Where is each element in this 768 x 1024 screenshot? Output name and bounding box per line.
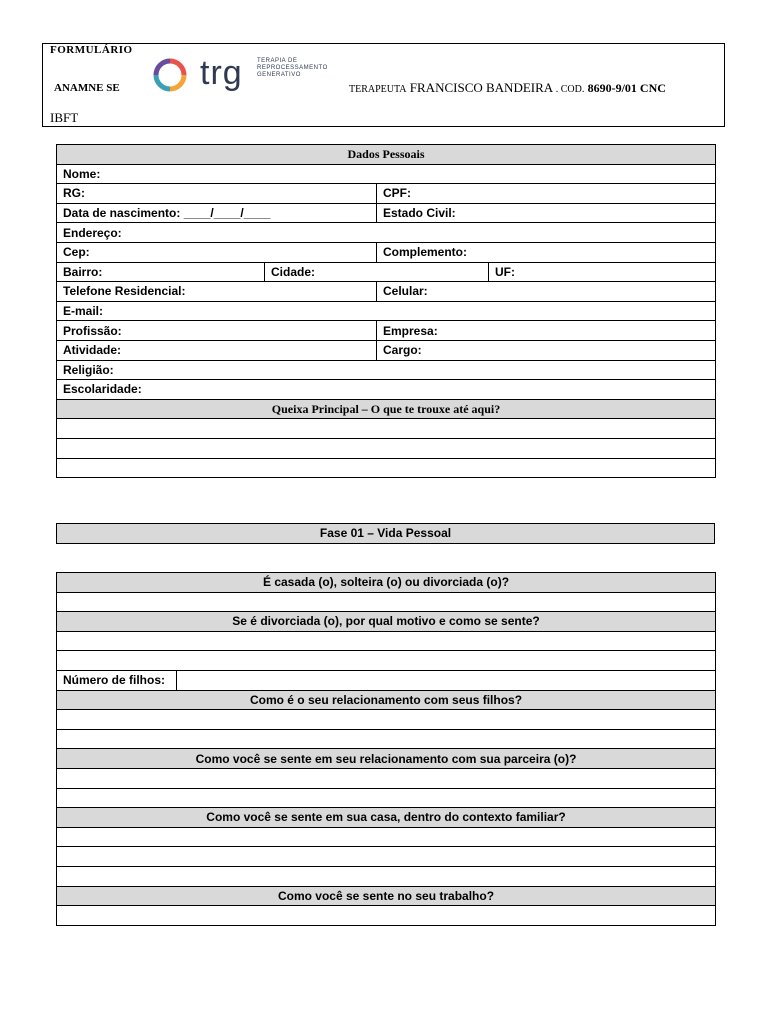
answer-line[interactable]	[57, 768, 716, 788]
numero-filhos-input[interactable]	[177, 670, 716, 690]
answer-line[interactable]	[57, 592, 716, 612]
ibft-label: IBFT	[50, 110, 79, 125]
numero-filhos-label: Número de filhos:	[57, 670, 177, 690]
cep-field[interactable]: Cep:	[57, 242, 377, 262]
question-filhos: Como é o seu relacionamento com seus filhos?	[57, 690, 716, 710]
anamnese-label: ANAMNE SE	[54, 82, 120, 94]
cidade-field[interactable]: Cidade:	[265, 262, 489, 282]
queixa-title: Queixa Principal – O que te trouxe até aqui?	[57, 399, 716, 419]
code-prefix: . COD.	[555, 84, 585, 95]
answer-line[interactable]	[57, 419, 716, 439]
trg-ring-icon	[153, 58, 187, 92]
therapist-line	[349, 80, 666, 96]
logo-subtitle: TERAPIA DE REPROCESSAMENTO GENERATIVO	[257, 58, 328, 78]
celular-field[interactable]: Celular:	[377, 282, 716, 302]
cpf-field[interactable]: CPF:	[377, 184, 716, 204]
cargo-field[interactable]: Cargo:	[377, 340, 716, 360]
answer-line[interactable]	[57, 710, 716, 730]
question-casa: Como você se sente em sua casa, dentro do contexto familiar?	[57, 808, 716, 828]
telefone-field[interactable]: Telefone Residencial:	[57, 282, 377, 302]
fase01-title: Fase 01 – Vida Pessoal	[57, 524, 715, 544]
question-parceira: Como você se sente em seu relacionamento com sua parceira (o)?	[57, 749, 716, 769]
answer-line[interactable]	[57, 729, 716, 749]
answer-line[interactable]	[57, 458, 716, 478]
fase01-table	[56, 523, 715, 544]
answer-line[interactable]	[57, 906, 716, 926]
uf-field[interactable]: UF:	[489, 262, 716, 282]
answer-line[interactable]	[57, 866, 716, 886]
escolaridade-field[interactable]: Escolaridade:	[57, 380, 716, 400]
profissao-field[interactable]: Profissão:	[57, 321, 377, 341]
question-divorcio: Se é divorciada (o), por qual motivo e como se sente?	[57, 612, 716, 632]
question-trabalho: Como você se sente no seu trabalho?	[57, 886, 716, 906]
rg-field[interactable]: RG:	[57, 184, 377, 204]
dados-pessoais-title: Dados Pessoais	[57, 145, 716, 165]
vida-pessoal-table	[56, 572, 716, 926]
dados-pessoais-table	[56, 144, 716, 478]
complemento-field[interactable]: Complemento:	[377, 242, 716, 262]
email-field[interactable]: E-mail:	[57, 301, 716, 321]
therapist-prefix: TERAPEUTA	[349, 84, 407, 95]
logo-text: trg	[200, 54, 243, 92]
nome-field[interactable]: Nome:	[57, 164, 716, 184]
question-estado-civil: É casada (o), solteira (o) ou divorciada (o)?	[57, 573, 716, 593]
answer-line[interactable]	[57, 827, 716, 847]
answer-line[interactable]	[57, 788, 716, 808]
code-value: 8690-9/01 CNC	[587, 81, 666, 95]
data-nascimento-field[interactable]: Data de nascimento: ____/____/____	[57, 203, 377, 223]
answer-line[interactable]	[57, 651, 716, 671]
empresa-field[interactable]: Empresa:	[377, 321, 716, 341]
answer-line[interactable]	[57, 438, 716, 458]
bairro-field[interactable]: Bairro:	[57, 262, 265, 282]
answer-line[interactable]	[57, 631, 716, 651]
trg-logo	[153, 56, 333, 92]
estado-civil-field[interactable]: Estado Civil:	[377, 203, 716, 223]
form-label: FORMULÁRIO	[50, 44, 133, 56]
atividade-field[interactable]: Atividade:	[57, 340, 377, 360]
header-box	[42, 43, 725, 127]
religiao-field[interactable]: Religião:	[57, 360, 716, 380]
therapist-name: FRANCISCO BANDEIRA	[409, 80, 553, 95]
answer-line[interactable]	[57, 847, 716, 867]
endereco-field[interactable]: Endereço:	[57, 223, 716, 243]
